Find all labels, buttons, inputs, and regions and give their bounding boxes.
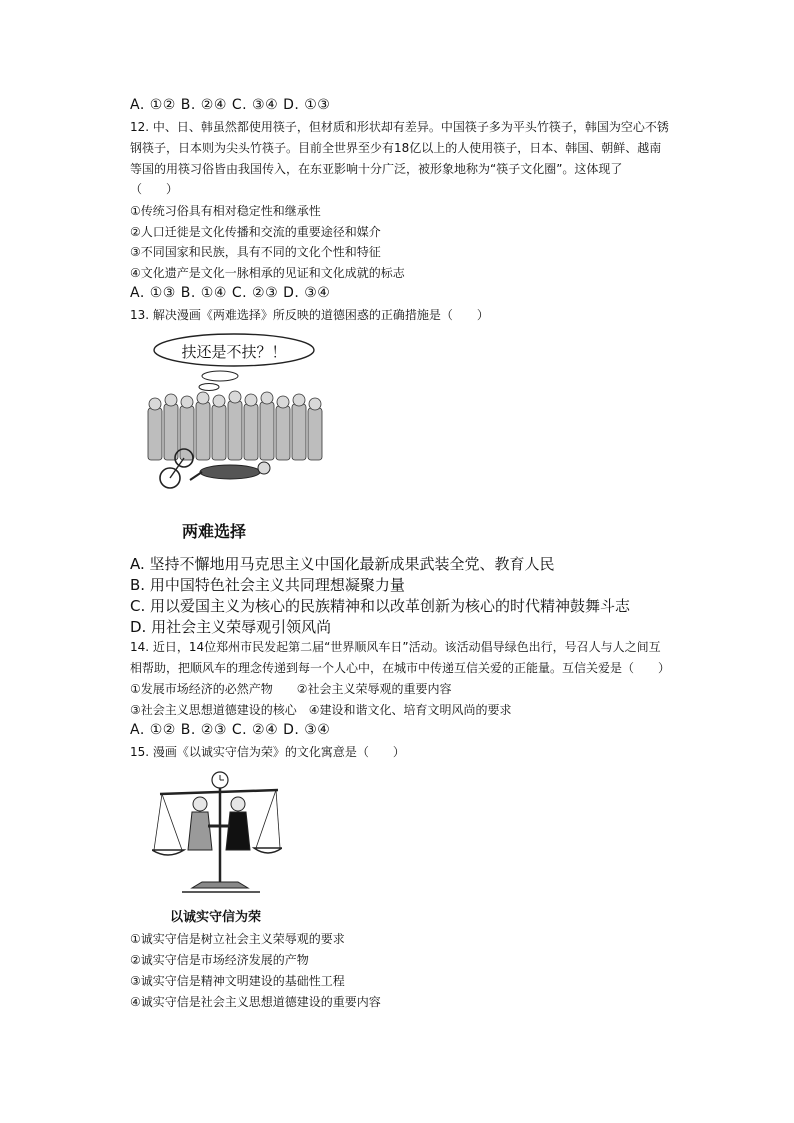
q12-stem-line-1: 12. 中、日、韩虽然都使用筷子，但材质和形状却有差异。中国筷子多为平头竹筷子，韩国为空心不锈 [130,120,669,134]
q11-options: A. ①② B. ②④ C. ③④ D. ①③ [130,97,331,113]
speech-bubble-text: 扶还是不扶？！ [181,343,287,361]
q15-item-2: ②诚实守信是市场经济发展的产物 [130,953,309,967]
q12-item-3: ③不同国家和民族，具有不同的文化个性和特征 [130,245,381,259]
q12-item-1: ①传统习俗具有相对稳定性和继承性 [130,204,321,218]
dilemma-cartoon-drawing [142,330,332,500]
q13-choice-a: A. 坚持不懈地用马克思主义中国化最新成果武装全党、教育人民 [130,555,555,573]
q13-choice-b: B. 用中国特色社会主义共同理想凝聚力量 [130,576,405,594]
dilemma-cartoon [142,330,332,500]
q14-stem-line-2: 相帮助，把顺风车的理念传递到每一个人心中，在城市中传递互信关爱的正能量。互信关爱是（ ） [130,661,671,675]
q13-choice-c: C. 用以爱国主义为核心的民族精神和以改革创新为核心的时代精神鼓舞斗志 [130,597,631,615]
q12-answer-blank: （ ） [130,182,179,196]
q15-item-1: ①诚实守信是树立社会主义荣辱观的要求 [130,932,345,946]
q12-item-2: ②人口迁徙是文化传播和交流的重要途径和媒介 [130,225,381,239]
q14-items-line-2: ③社会主义思想道德建设的核心 ④建设和谐文化、培育文明风尚的要求 [130,703,512,717]
q14-stem-line-1: 14. 近日，14位郑州市民发起第二届“世界顺风车日”活动。该活动倡导绿色出行，号召人与人之间互 [130,640,661,654]
q13-choice-d: D. 用社会主义荣辱观引领风尚 [130,618,332,636]
honesty-cartoon-drawing [152,770,282,900]
q12-stem-line-3: 等国的用筷习俗皆由我国传入，在东亚影响十分广泛，被形象地称为“筷子文化圈”。这体现了 [130,162,623,176]
honesty-cartoon [152,770,282,900]
q12-item-4: ④文化遗产是文化一脉相承的见证和文化成就的标志 [130,266,405,280]
q14-items-line-1: ①发展市场经济的必然产物 ②社会主义荣辱观的重要内容 [130,682,452,696]
q13-stem: 13. 解决漫画《两难选择》所反映的道德困惑的正确措施是（ ） [130,308,489,322]
q12-stem-line-2: 钢筷子，日本则为尖头竹筷子。目前全世界至少有18亿以上的人使用筷子，日本、韩国、朝鲜、越南 [130,141,662,155]
q15-item-3: ③诚实守信是精神文明建设的基础性工程 [130,974,345,988]
q14-options: A. ①② B. ②③ C. ②④ D. ③④ [130,722,331,738]
q15-item-4: ④诚实守信是社会主义思想道德建设的重要内容 [130,995,381,1009]
honesty-cartoon-caption: 以诚实守信为荣 [170,910,262,925]
q15-stem: 15. 漫画《以诚实守信为荣》的文化寓意是（ ） [130,745,405,759]
q12-options: A. ①③ B. ①④ C. ②③ D. ③④ [130,285,331,301]
dilemma-cartoon-caption: 两难选择 [182,522,247,541]
